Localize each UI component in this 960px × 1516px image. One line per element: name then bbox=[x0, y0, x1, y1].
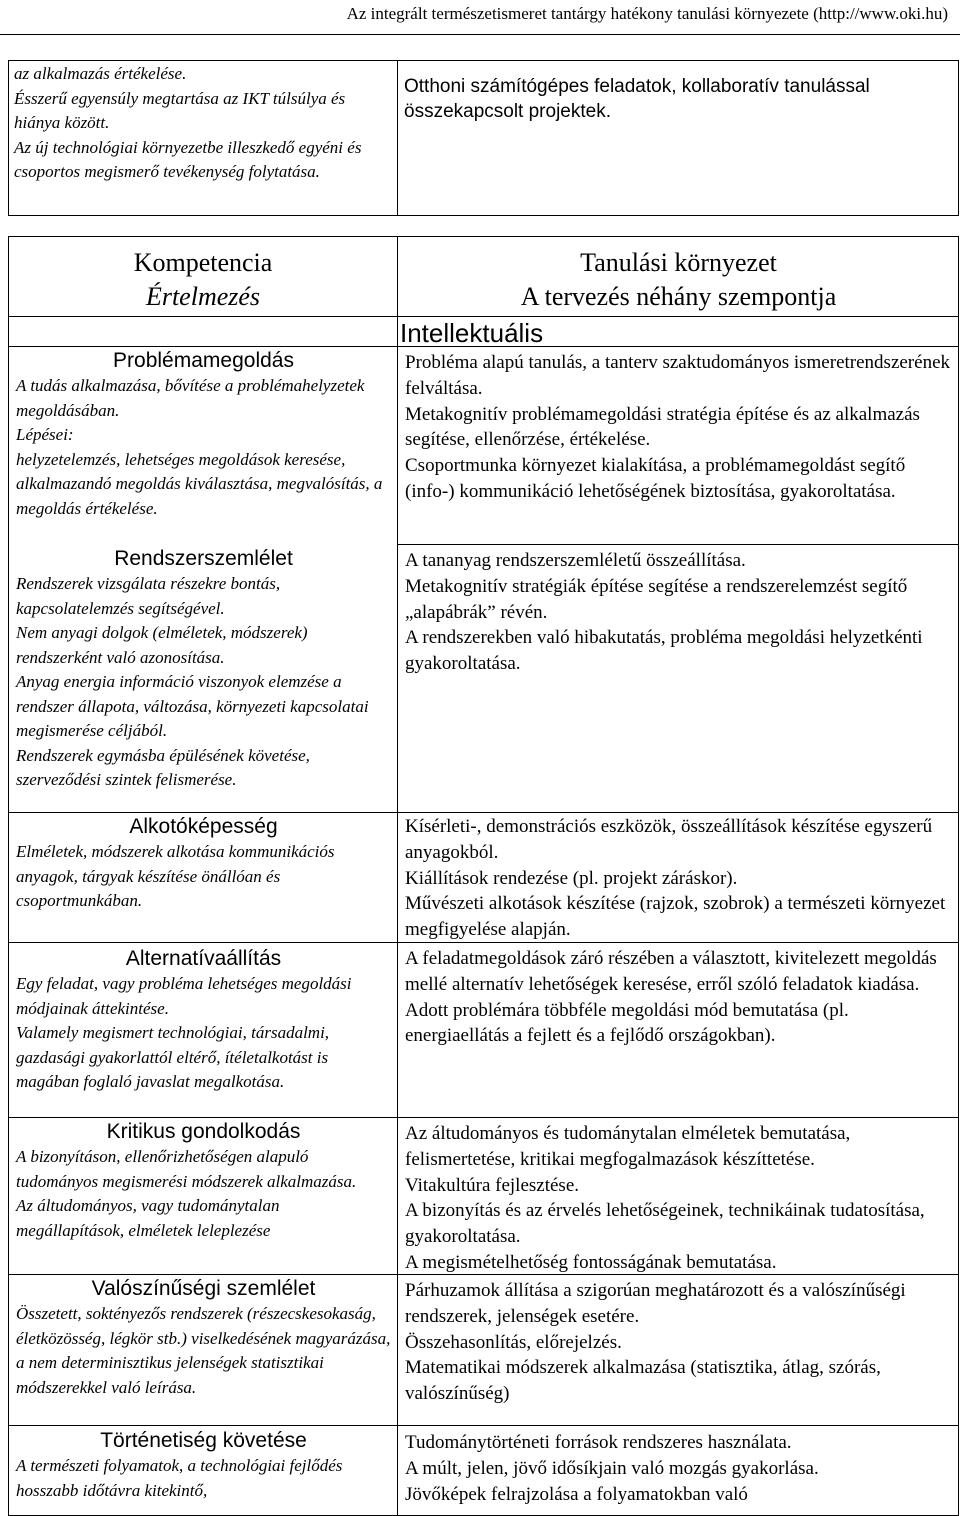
row-rule bbox=[397, 544, 959, 545]
head-left bbox=[9, 246, 397, 314]
column-subtitle-planning: A tervezés néhány szempontja bbox=[520, 282, 837, 311]
row-problemsolving-right: Probléma alapú tanulás, a tanterv szaktudományos ismeretrendszerének felváltása. Metakognitív problémamegoldási stratégia építése és az alkalmazás segítése, ellenőrzése, értékelése. Csoportmunka környezet kialakítása, a problémamegoldást segítő (info-) kommunikáció lehetőségének biztosítása, gyakoroltatása. bbox=[405, 352, 950, 502]
competence-title: Problémamegoldás bbox=[113, 349, 294, 372]
row-rule bbox=[8, 1425, 959, 1426]
column-subtitle-interpretation: Értelmezés bbox=[145, 282, 261, 311]
row-history-right: Tudománytörténeti források rendszeres használata. A múlt, jelen, jövő idősíkjain való mozgás gyakorlása. Jövőképek felrajzolása a folyamatokban való bbox=[405, 1432, 819, 1505]
row-rule bbox=[8, 346, 397, 347]
main-divider bbox=[397, 236, 398, 1516]
row-rule bbox=[8, 942, 959, 943]
competence-title: Rendszerszemlélet bbox=[114, 547, 293, 570]
row-probability-left: Valószínűségi szemlélet Összetett, soktényezős rendszerek (részecskesokaság, életközösség, légkör stb.) viselkedésének magyarázása, a nem determinisztikus jelenségek statisztikai módszerekkel való leírása. bbox=[16, 1277, 391, 1397]
competence-title: Alkotóképesség bbox=[129, 815, 278, 838]
head-right bbox=[398, 246, 959, 314]
row-creativity-right: Kísérleti-, demonstrációs eszközök, összeállítások készítése egyszerű anyagokból. Kiállítások rendezése (pl. projekt záráskor). Művészeti alkotások készítése (rajzok, szobrok) a természeti környezet megfigyelése alapján. bbox=[405, 816, 946, 941]
row-system-left: Rendszerszemlélet Rendszerek vizsgálata részekre bontás, kapcsolatelemzés segítségével. Nem anyagi dolgok (elméletek, módszerek) rendszerként való azonosítása. Anyag energia információ viszonyok elemzése a rendszer állapota, változása, környezeti kapcsolatai megismerése céljából. Rendszerek egymásba épülésének követése, szerveződési szintek felismerése. bbox=[16, 546, 391, 793]
top-divider bbox=[397, 60, 398, 216]
top-left-cell: az alkalmazás értékelése. Ésszerű egyensúly megtartása az IKT túlsúlya és hiánya között. Az új technológiai környezetbe illeszkedő egyéni és csoportos megismerő tevékenység folytatása. bbox=[14, 64, 362, 181]
row-creativity-left: Alkotóképesség Elméletek, módszerek alkotása kommunikációs anyagok, tárgyak készítése önállóan és csoportmunkában. bbox=[16, 814, 391, 914]
row-problemsolving-left: Problémamegoldás A tudás alkalmazása, bővítése a problémahelyzetek megoldásában. Lépései: helyzetelemzés, lehetséges megoldások keresése, alkalmazandó megoldás kiválasztása, megvalósítás, a megoldás értékelése. bbox=[16, 348, 391, 521]
competence-title: Történetiség követése bbox=[100, 1429, 307, 1452]
row-alternative-right: A feladatmegoldások záró részében a választott, kivitelezett megoldás mellé alternatív lehetőségek keresése, erről szóló feladatok kiadása. Adott problémára többféle megoldási mód bemutatása (pl. energiaellátás a fejlett és a fejlődő országokban). bbox=[405, 948, 937, 1047]
row-rule bbox=[8, 812, 959, 813]
competence-title: Valószínűségi szemlélet bbox=[91, 1277, 316, 1300]
top-right-cell: Otthoni számítógépes feladatok, kollaboratív tanulással összekapcsolt projektek. bbox=[404, 76, 870, 122]
running-header: Az integrált természetismeret tantárgy hatékony tanulási környezete (http://www.oki.hu) bbox=[346, 4, 948, 23]
row-alternative-left: Alternatívaállítás Egy feladat, vagy probléma lehetséges megoldási módjainak áttekintése. Valamely megismert technológiai, társadalmi, gazdasági gyakorlattól eltérő, ítéletalkotást is magában foglaló javaslat megalkotása. bbox=[16, 946, 391, 1095]
header-rule bbox=[0, 34, 960, 35]
column-title-environment: Tanulási környezet bbox=[580, 248, 777, 277]
row-rule bbox=[8, 1117, 959, 1118]
row-rule bbox=[8, 1274, 959, 1275]
row-system-right: A tananyag rendszerszemléletű összeállítása. Metakognitív stratégiák építése segítése a rendszerelemzést segítő „alapábrák” révén. A rendszerekben való hibakutatás, probléma megoldási helyzetkénti gyakoroltatása. bbox=[405, 550, 923, 675]
column-title-competence: Kompetencia bbox=[133, 248, 273, 277]
section-title: Intellektuális bbox=[400, 318, 544, 348]
row-history-left: Történetiség követése A természeti folyamatok, a technológiai fejlődés hosszabb időtávra kitekintő, bbox=[16, 1428, 391, 1503]
row-critical-left: Kritikus gondolkodás A bizonyításon, ellenőrizhetőségen alapuló tudományos megismerési módszerek alkalmazása. Az áltudományos, vagy tudománytalan megállapítások, elméletek leleplezése bbox=[16, 1119, 391, 1243]
competence-title: Kritikus gondolkodás bbox=[106, 1120, 301, 1143]
competence-title: Alternatívaállítás bbox=[125, 947, 282, 970]
row-critical-right: Az áltudományos és tudománytalan elméletek bemutatása, felismertetése, kritikai megfogalmazások készíttetése. Vitakultúra fejlesztése. A bizonyítás és az érvelés lehetőségeinek, technikáinak tudatosítása, gyakoroltatása. A megismételhetőség fontosságának bemutatása. bbox=[405, 1123, 925, 1273]
row-probability-right: Párhuzamok állítása a szigorúan meghatározott és a valószínűségi rendszerek, jelenségek esetére. Összehasonlítás, előrejelzés. Matematikai módszerek alkalmazása (statisztika, átlag, szórás, valószínűség) bbox=[405, 1280, 906, 1405]
